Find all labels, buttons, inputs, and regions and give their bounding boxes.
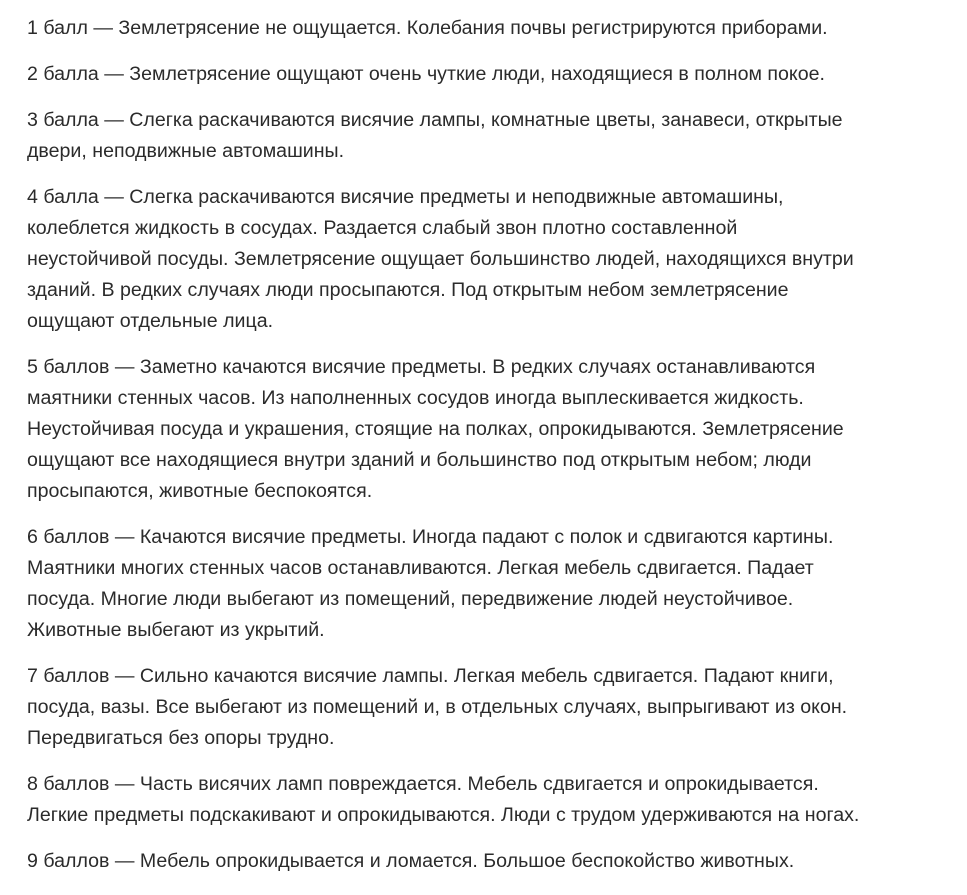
text-line: двери, неподвижные автомашины. — [27, 140, 345, 162]
scale-level-9 — [27, 846, 947, 877]
scale-level-8 — [27, 769, 947, 831]
text-line: 8 баллов — Часть висячих ламп повреждается. Мебель сдвигается и опрокидывается. — [27, 773, 819, 795]
scale-level-7 — [27, 661, 947, 754]
scale-level-2 — [27, 59, 947, 90]
text-line: просыпаются, животные беспокоятся. — [27, 480, 373, 502]
text-line: 5 баллов — Заметно качаются висячие предметы. В редких случаях останавливаются — [27, 356, 816, 378]
text-line: 1 балл — Землетрясение не ощущается. Колебания почвы регистрируются приборами. — [27, 17, 828, 39]
text-line: Передвигаться без опоры трудно. — [27, 727, 335, 749]
text-line: колеблется жидкость в сосудах. Раздается слабый звон плотно составленной — [27, 217, 738, 239]
text-line: Легкие предметы подскакивают и опрокидываются. Люди с трудом удерживаются на ногах. — [27, 804, 860, 826]
text-line: посуда. Многие люди выбегают из помещений, передвижение людей неустойчивое. — [27, 588, 794, 610]
scale-level-3 — [27, 105, 947, 167]
text-line: зданий. В редких случаях люди просыпаются. Под открытым небом землетрясение — [27, 279, 789, 301]
text-line: 9 баллов — Мебель опрокидывается и ломается. Большое беспокойство животных. — [27, 850, 795, 872]
text-line: 3 балла — Слегка раскачиваются висячие лампы, комнатные цветы, занавеси, открытые — [27, 109, 843, 131]
text-line: Неустойчивая посуда и украшения, стоящие на полках, опрокидываются. Землетрясение — [27, 418, 844, 440]
text-line: маятники стенных часов. Из наполненных сосудов иногда выплескивается жидкость. — [27, 387, 804, 409]
text-line: ощущают все находящиеся внутри зданий и большинство под открытым небом; люди — [27, 449, 812, 471]
text-line: 4 балла — Слегка раскачиваются висячие предметы и неподвижные автомашины, — [27, 186, 784, 208]
scale-level-5 — [27, 352, 947, 507]
text-line: посуда, вазы. Все выбегают из помещений и, в отдельных случаях, выпрыгивают из окон. — [27, 696, 848, 718]
text-line: 6 баллов — Качаются висячие предметы. Иногда падают с полок и сдвигаются картины. — [27, 526, 834, 548]
text-line: неустойчивой посуды. Землетрясение ощущает большинство людей, находящихся внутри — [27, 248, 854, 270]
scale-level-4 — [27, 182, 947, 337]
text-line: Животные выбегают из укрытий. — [27, 619, 325, 641]
scale-level-6 — [27, 522, 947, 646]
text-line: Маятники многих стенных часов останавливаются. Легкая мебель сдвигается. Падает — [27, 557, 814, 579]
scale-level-1 — [27, 13, 947, 44]
text-line: 2 балла — Землетрясение ощущают очень чуткие люди, находящиеся в полном покое. — [27, 63, 825, 85]
text-line: ощущают отдельные лица. — [27, 310, 274, 332]
text-line: 7 баллов — Сильно качаются висячие лампы. Легкая мебель сдвигается. Падают книги, — [27, 665, 834, 687]
